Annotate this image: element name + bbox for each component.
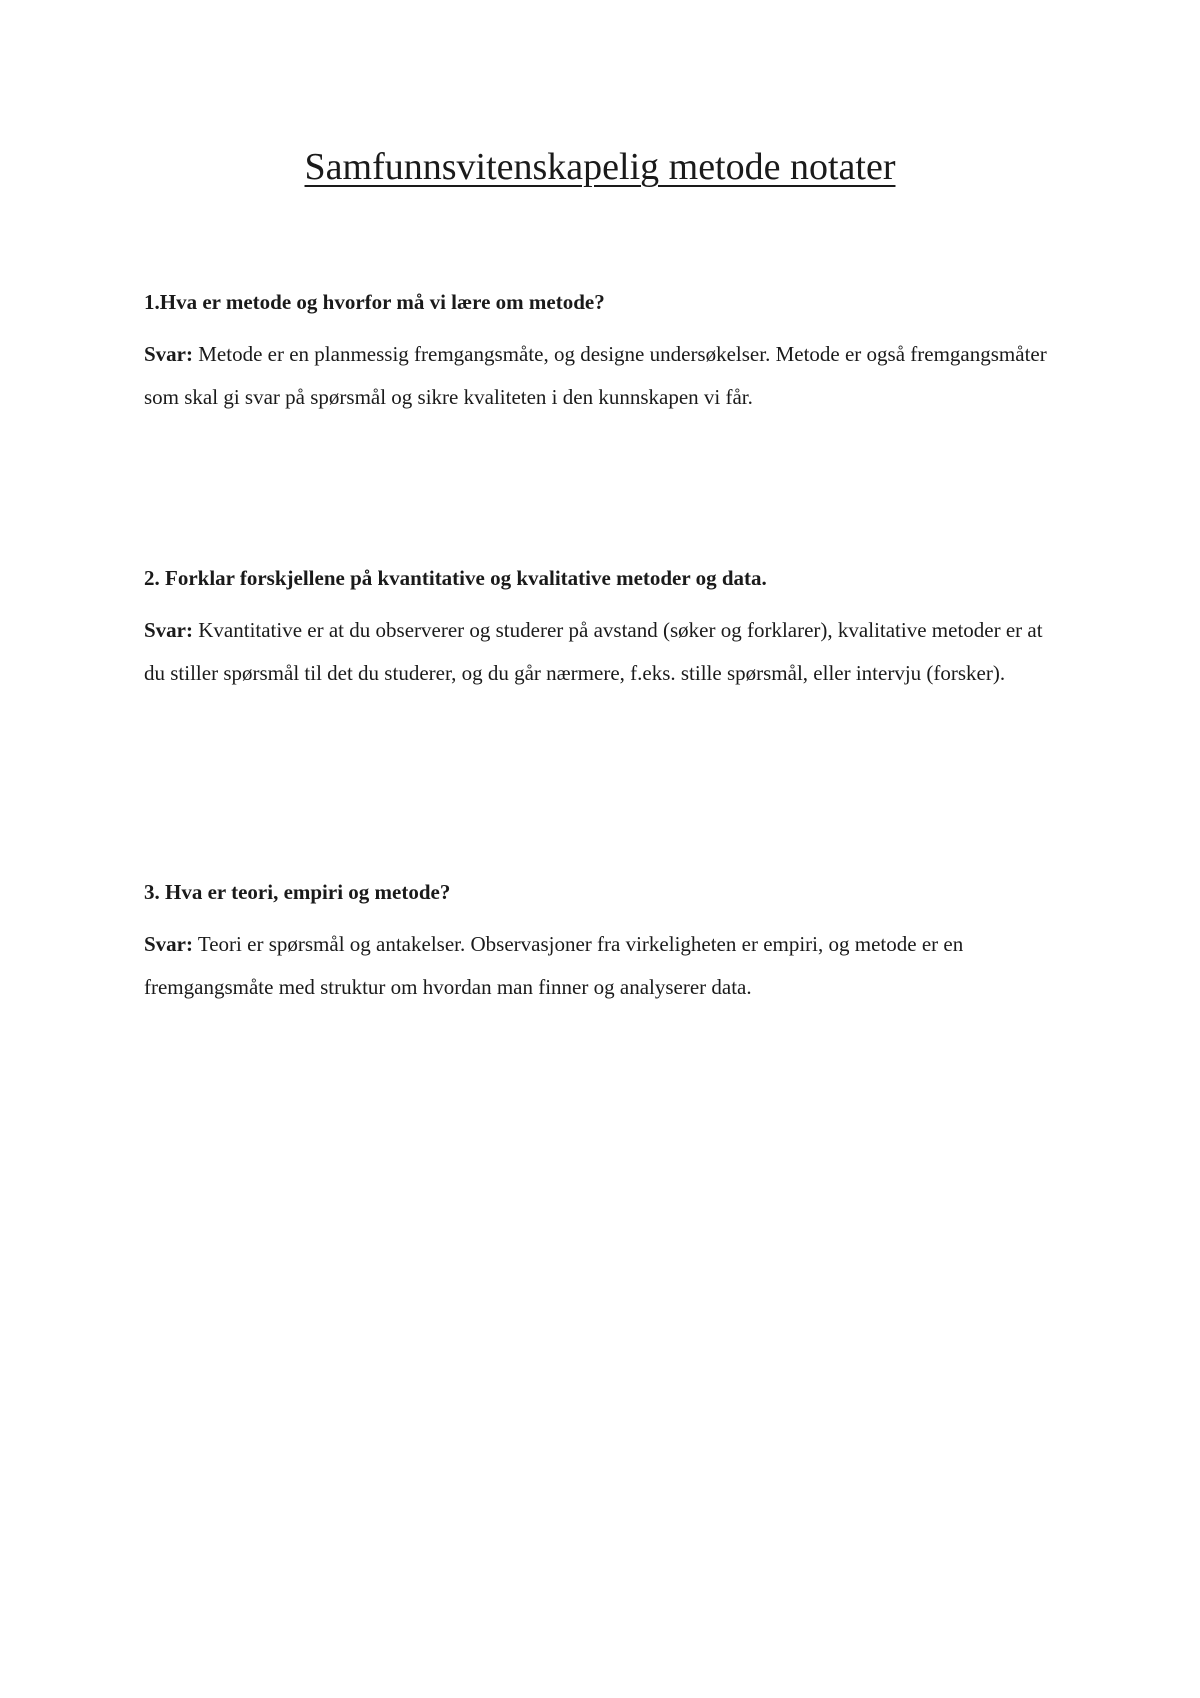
- document-title: Samfunnsvitenskapelig metode notater: [304, 146, 896, 188]
- answer-text-1: Metode er en planmessig fremgangsmåte, og designe undersøkelser. Metode er også fremgangsmåter som skal gi svar på spørsmål og sikre kvaliteten i den kunnskapen vi får.: [144, 342, 1047, 409]
- question-heading-1: 1.Hva er metode og hvorfor må vi lære om metode?: [144, 290, 605, 314]
- question-heading-2: 2. Forklar forskjellene på kvantitative og kvalitative metoder og data.: [144, 566, 767, 590]
- answer-label: Svar:: [144, 342, 193, 366]
- question-section-2: [144, 563, 1064, 695]
- answer-text-3: Teori er spørsmål og antakelser. Observasjoner fra virkeligheten er empiri, og metode er en fremgangsmåte med struktur om hvordan man finner og analyserer data.: [144, 932, 964, 999]
- answer-text-2: Kvantitative er at du observerer og studerer på avstand (søker og forklarer), kvalitative metoder er at du stiller spørsmål til det du studerer, og du går nærmere, f.eks. stille spørsmål, eller intervju (forsker).: [144, 618, 1043, 685]
- answer-paragraph-3: [144, 923, 1064, 1009]
- question-section-3: [144, 877, 1064, 1009]
- answer-label: Svar:: [144, 932, 193, 956]
- question-heading-3: 3. Hva er teori, empiri og metode?: [144, 880, 451, 904]
- question-section-1: [144, 287, 1064, 419]
- answer-label: Svar:: [144, 618, 193, 642]
- answer-paragraph-2: [144, 609, 1064, 695]
- answer-paragraph-1: [144, 333, 1064, 419]
